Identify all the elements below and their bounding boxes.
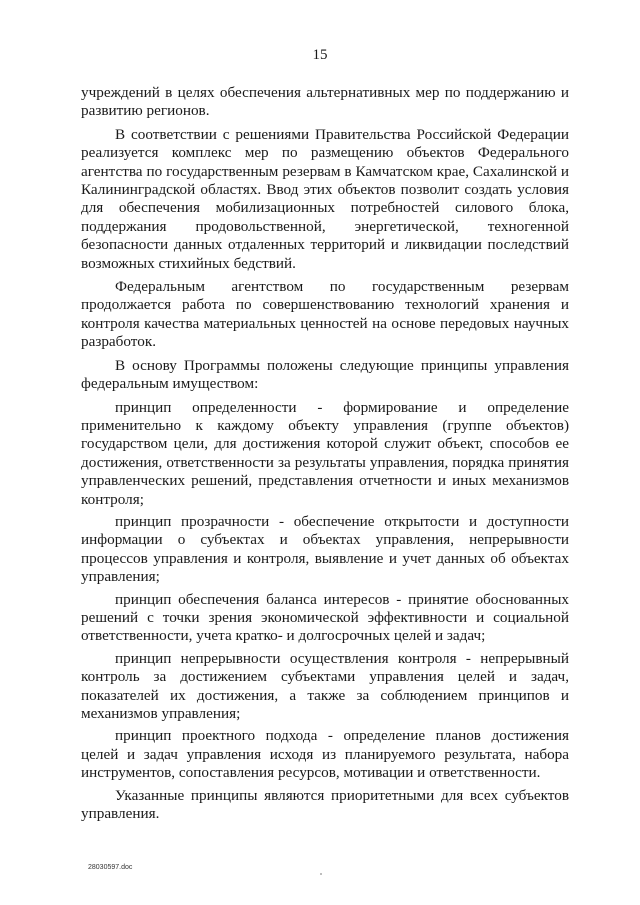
principle-transparency: принцип прозрачности - обеспечение открытости и доступности информации о субъектах и объектах управления, непрерывности процессов управления и контроля, выявление и учет данных об объектах управления;	[81, 512, 569, 586]
principle-continuity: принцип непрерывности осуществления контроля - непрерывный контроль за достижением субъектами управления целей и задач, показателей их достижения, а также за соблюдением принципов и механизмов управления;	[81, 649, 569, 722]
page-number: 15	[312, 47, 328, 63]
principle-balance: принцип обеспечения баланса интересов - принятие обоснованных решений с точки зрения экономической эффективности и социальной ответственности, учета кратко- и долгосрочных целей и задач;	[81, 590, 569, 645]
principle-project-approach: принцип проектного подхода - определение планов достижения целей и задач управления исходя из планируемого результата, набора инструментов, сопоставления ресурсов, мотивации и ответственности.	[81, 727, 569, 782]
scan-speck	[320, 873, 322, 875]
footer-file-code: 28030597.doc	[88, 864, 133, 871]
paragraph-federal-agency: Федеральным агентством по государственным резервам продолжается работа по совершенствованию технологий хранения и контроля качества материальных ценностей на основе передовых научных разработок.	[81, 278, 569, 351]
paragraph-priority: Указанные принципы являются приоритетными для всех субъектов управления.	[81, 786, 569, 823]
paragraph-continuation: учреждений в целях обеспечения альтернативных мер по поддержанию и развитию регионов.	[81, 84, 569, 120]
principle-certainty: принцип определенности - формирование и определение применительно к каждому объекту управления (группе объектов) государством цели, для достижения которой служит объект, способов ее достижения, ответственности за результаты управления, порядка принятия управленческих решений, представления отчетности и иных механизмов контроля;	[81, 398, 569, 508]
document-body	[81, 84, 569, 828]
paragraph-program-principles: В основу Программы положены следующие принципы управления федеральным имуществом:	[81, 356, 569, 393]
paragraph-government-decisions: В соответствии с решениями Правительства Российской Федерации реализуется комплекс мер по размещению объектов Федерального агентства по государственным резервам в Камчатском крае, Сахалинской и Калининградской областях. Ввод этих объектов позволит создать условия для обеспечения мобилизационных потребностей силового блока, поддержания продовольственной, энергетической, техногенной безопасности данных отдаленных территорий и ликвидации последствий возможных стихийных бедствий.	[81, 125, 569, 272]
